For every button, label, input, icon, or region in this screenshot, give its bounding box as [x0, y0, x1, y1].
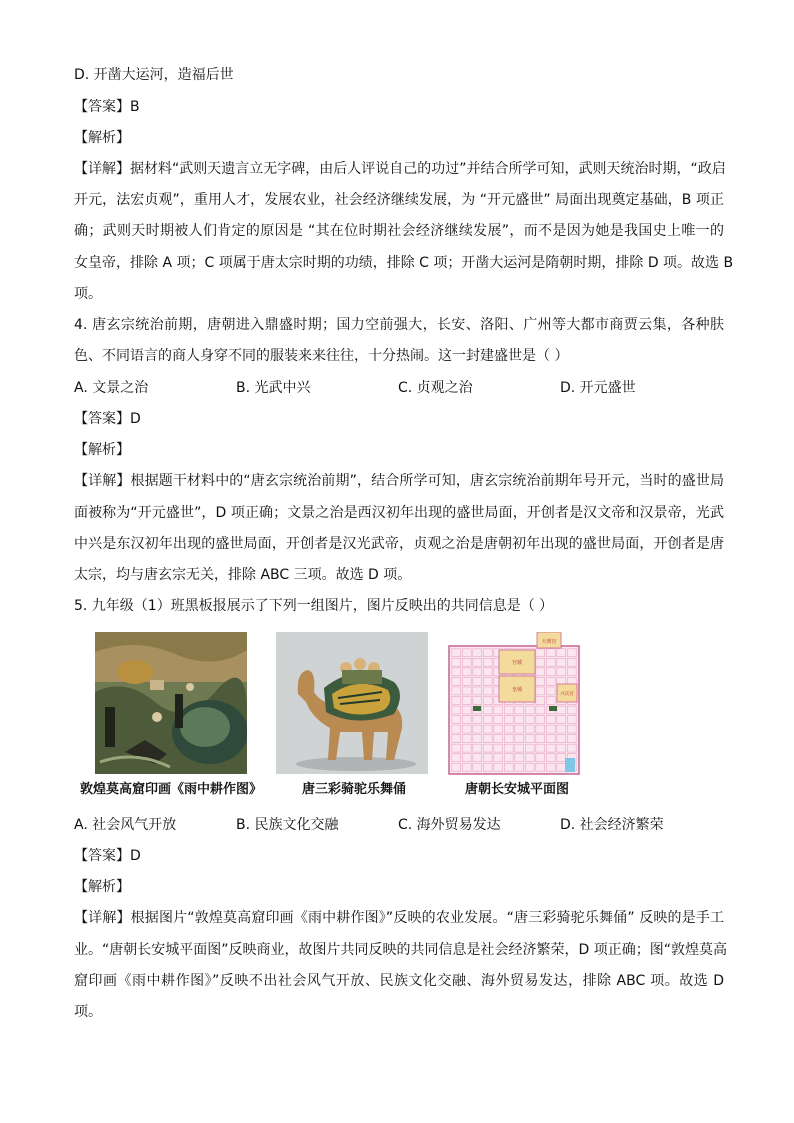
q5-option-d[interactable]: D. 社会经济繁荣 [560, 817, 664, 833]
q5-options [74, 814, 724, 836]
caption-changan-map: 唐朝长安城平面图 [465, 782, 570, 797]
q3-analysis-label: 【解析】 [74, 130, 130, 146]
q3-option-d: D. 开凿大运河，造福后世 [74, 67, 234, 83]
q3-answer: 【答案】B [74, 99, 140, 115]
q5-detail-line: 窟印画《雨中耕作图》”反映不出社会风气开放、民族文化交融、海外贸易发达，排除 ABC 项。故选 D [74, 973, 724, 989]
changan-city-map-image [445, 632, 583, 780]
q4-detail-line: 太宗，均与唐玄宗无关，排除 ABC 三项。故选 D 项。 [74, 567, 412, 583]
q5-answer: 【答案】D [74, 848, 141, 864]
map-label-xingqing-palace: 兴庆宫 [560, 692, 574, 697]
caption-tang-sancai-camel: 唐三彩骑驼乐舞俑 [302, 782, 407, 797]
q3-detail-line: 【详解】据材料“武则天遗言立无字碑，由后人评说自己的功过”并结合所学可知，武则天统治时期，“政启 [74, 161, 726, 177]
q4-detail-line: 中兴是东汉初年出现的盛世局面，开创者是汉光武帝，贞观之治是唐朝初年出现的盛世局面，开创者是唐 [74, 536, 724, 552]
q4-option-a[interactable]: A. 文景之治 [74, 380, 149, 396]
q5-analysis-label: 【解析】 [74, 879, 130, 895]
q4-detail-line: 【详解】根据题干材料中的“唐玄宗统治前期”，结合所学可知，唐玄宗统治前期年号开元，当时的盛世局 [74, 473, 724, 489]
q5-detail-line: 项。 [74, 1004, 102, 1020]
q5-stem: 5. 九年级（1）班黑板报展示了下列一组图片，图片反映出的共同信息是（ ） [74, 598, 554, 614]
q5-option-b[interactable]: B. 民族文化交融 [236, 817, 339, 833]
map-label-palace-city: 宫城 [511, 660, 523, 666]
caption-dunhuang-mural: 敦煌莫高窟印画《雨中耕作图》 [80, 782, 263, 797]
q4-analysis-label: 【解析】 [74, 442, 130, 458]
q4-options [74, 377, 724, 399]
q4-stem: 4. 唐玄宗统治前期，唐朝进入鼎盛时期；国力空前强大，长安、洛阳、广州等大都市商贾云集，各种肤 [74, 317, 724, 333]
q4-stem: 色、不同语言的商人身穿不同的服装来来往往，十分热闹。这一封建盛世是（ ） [74, 348, 569, 364]
q5-detail-line: 【详解】根据图片“敦煌莫高窟印画《雨中耕作图》”反映的农业发展。“唐三彩骑驼乐舞俑” 反映的是手工 [74, 910, 724, 926]
q5-detail-line: 业。“唐朝长安城平面图”反映商业，故图片共同反映的共同信息是社会经济繁荣，D 项正确；图“敦煌莫高 [74, 942, 727, 958]
map-label-daming-palace: 大明宫 [541, 639, 557, 645]
q3-detail-line: 女皇帝，排除 A 项；C 项属于唐太宗时期的功绩，排除 C 项；开凿大运河是隋朝时期，排除 D 项。故选 B [74, 255, 734, 271]
q4-answer: 【答案】D [74, 411, 141, 427]
q3-detail-line: 项。 [74, 286, 102, 302]
q3-detail-line: 确；武则天时期被人们肯定的原因是 “其在位时期社会经济继续发展”，而不是因为她是我国史上唯一的 [74, 223, 724, 239]
q5-option-c[interactable]: C. 海外贸易发达 [398, 817, 501, 833]
tang-sancai-camel-image [276, 632, 428, 774]
q4-detail-line: 面被称为“开元盛世”，D 项正确；文景之治是西汉初年出现的盛世局面，开创者是汉文帝和汉景帝，光武 [74, 505, 724, 521]
q5-option-a[interactable]: A. 社会风气开放 [74, 817, 177, 833]
map-label-imperial-city: 皇城 [511, 687, 523, 693]
q4-option-d[interactable]: D. 开元盛世 [560, 380, 636, 396]
q4-option-c[interactable]: C. 贞观之治 [398, 380, 473, 396]
dunhuang-mural-image [95, 632, 247, 774]
q4-option-b[interactable]: B. 光武中兴 [236, 380, 311, 396]
q3-detail-line: 开元，法宏贞观”，重用人才，发展农业，社会经济继续发展，为 “开元盛世” 局面出现奠定基础，B 项正 [74, 192, 724, 208]
